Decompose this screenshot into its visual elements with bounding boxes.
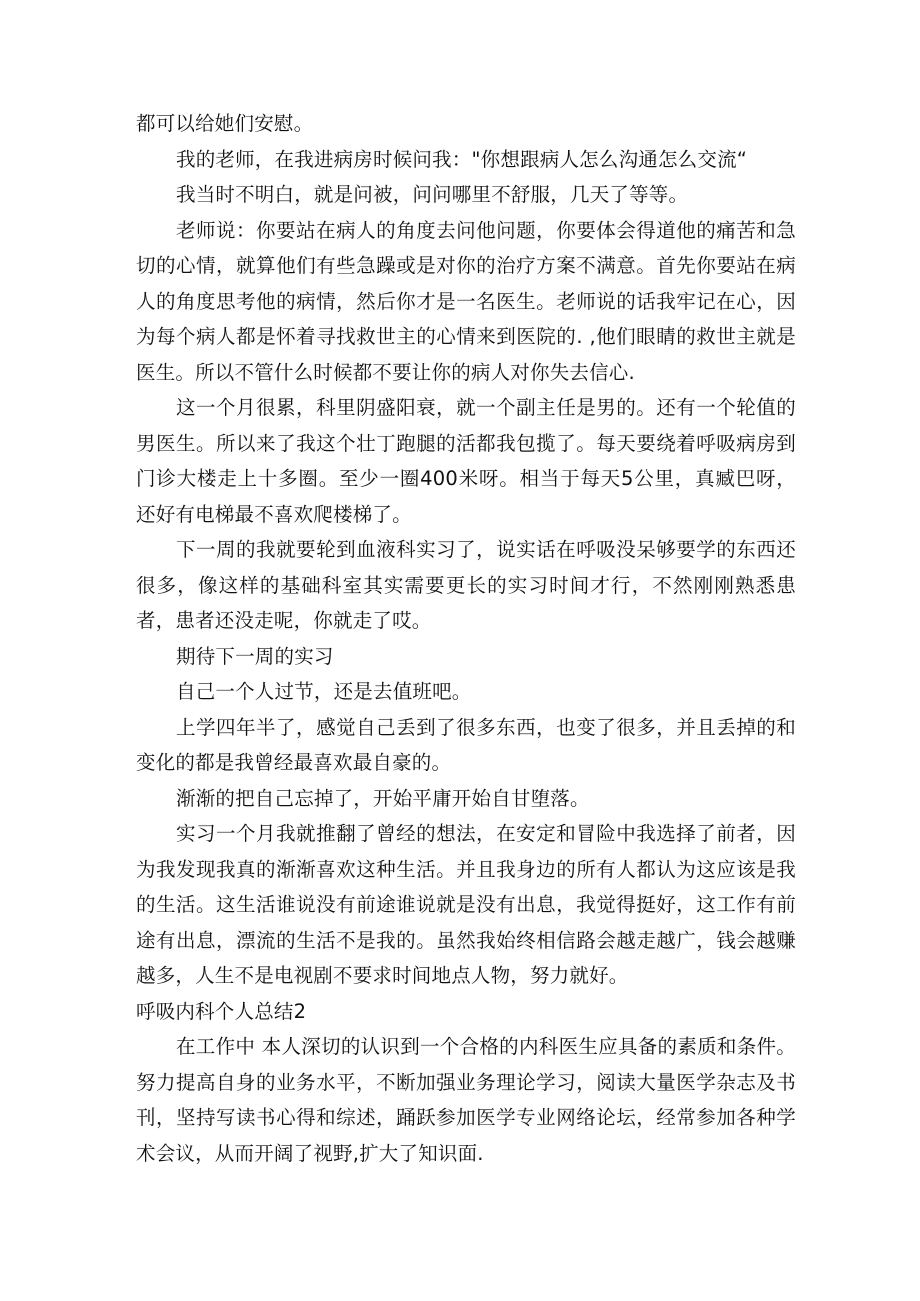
paragraph: 老师说：你要站在病人的角度去问他问题，你要体会得道他的痛苦和急切的心情，就算他们有些急躁或是对你的治疗方案不满意。首先你要站在病人的角度思考他的病情，然后你才是一名医生。老师说的话我牢记在心，因为每个病人都是怀着寻找救世主的心情来到医院的. ,他们眼睛的救世主就是医生。所以不管什么时候都不要让你的病人对你失去信心. — [136, 218, 796, 384]
paragraph: 上学四年半了，感觉自己丢到了很多东西，也变了很多，并且丢掉的和变化的都是我曾经最喜欢最自豪的。 — [136, 715, 796, 774]
paragraph: 这一个月很累，科里阴盛阳衰，就一个副主任是男的。还有一个轮值的男医生。所以来了我这个壮丁跑腿的活都我包揽了。每天要绕着呼吸病房到门诊大楼走上十多圈。至少一圈400米呀。相当于每天5公里，真臧巴呀，还好有电梯最不喜欢爬楼梯了。 — [136, 396, 796, 526]
paragraph: 渐渐的把自己忘掉了，开始平庸开始自甘堕落。 — [176, 786, 590, 810]
paragraph: 我的老师，在我进病房时候问我："你想跟病人怎么沟通怎么交流“ — [176, 147, 748, 171]
document-body — [136, 106, 796, 1171]
paragraph: 自己一个人过节，还是去值班吧。 — [176, 680, 472, 703]
paragraph: 在工作中 本人深切的认识到一个合格的内科医生应具备的素质和条件。努力提高自身的业务水平，不断加强业务理论学习，阅读大量医学杂志及书刊，坚持写读书心得和综述，踊跃参加医学专业网络论坛，经常参加各种学术会议，从而开阔了视野,扩大了知识面. — [136, 1035, 796, 1165]
paragraph: 期待下一周的实习 — [176, 644, 334, 668]
paragraph: 我当时不明白，就是问被，问问哪里不舒服，几天了等等。 — [176, 183, 689, 206]
paragraph: 都可以给她们安慰。 — [136, 112, 314, 135]
paragraph: 实习一个月我就推翻了曾经的想法，在安定和冒险中我选择了前者，因为我发现我真的渐渐喜欢这种生活。并且我身边的所有人都认为这应该是我的生活。这生活谁说没有前途谁说就是没有出息，我觉得挺好，这工作有前途有出息，漂流的生活不是我的。虽然我始终相信路会越走越广，钱会越赚越多，人生不是电视剧不要求时间地点人物，努力就好。 — [136, 822, 796, 987]
paragraph: 下一周的我就要轮到血液科实习了，说实话在呼吸没呆够要学的东西还很多，像这样的基础科室其实需要更长的实习时间才行，不然刚刚熟悉患者，患者还没走呢，你就走了哎。 — [136, 538, 796, 632]
section-heading: 呼吸内科个人总结2 — [136, 999, 307, 1023]
